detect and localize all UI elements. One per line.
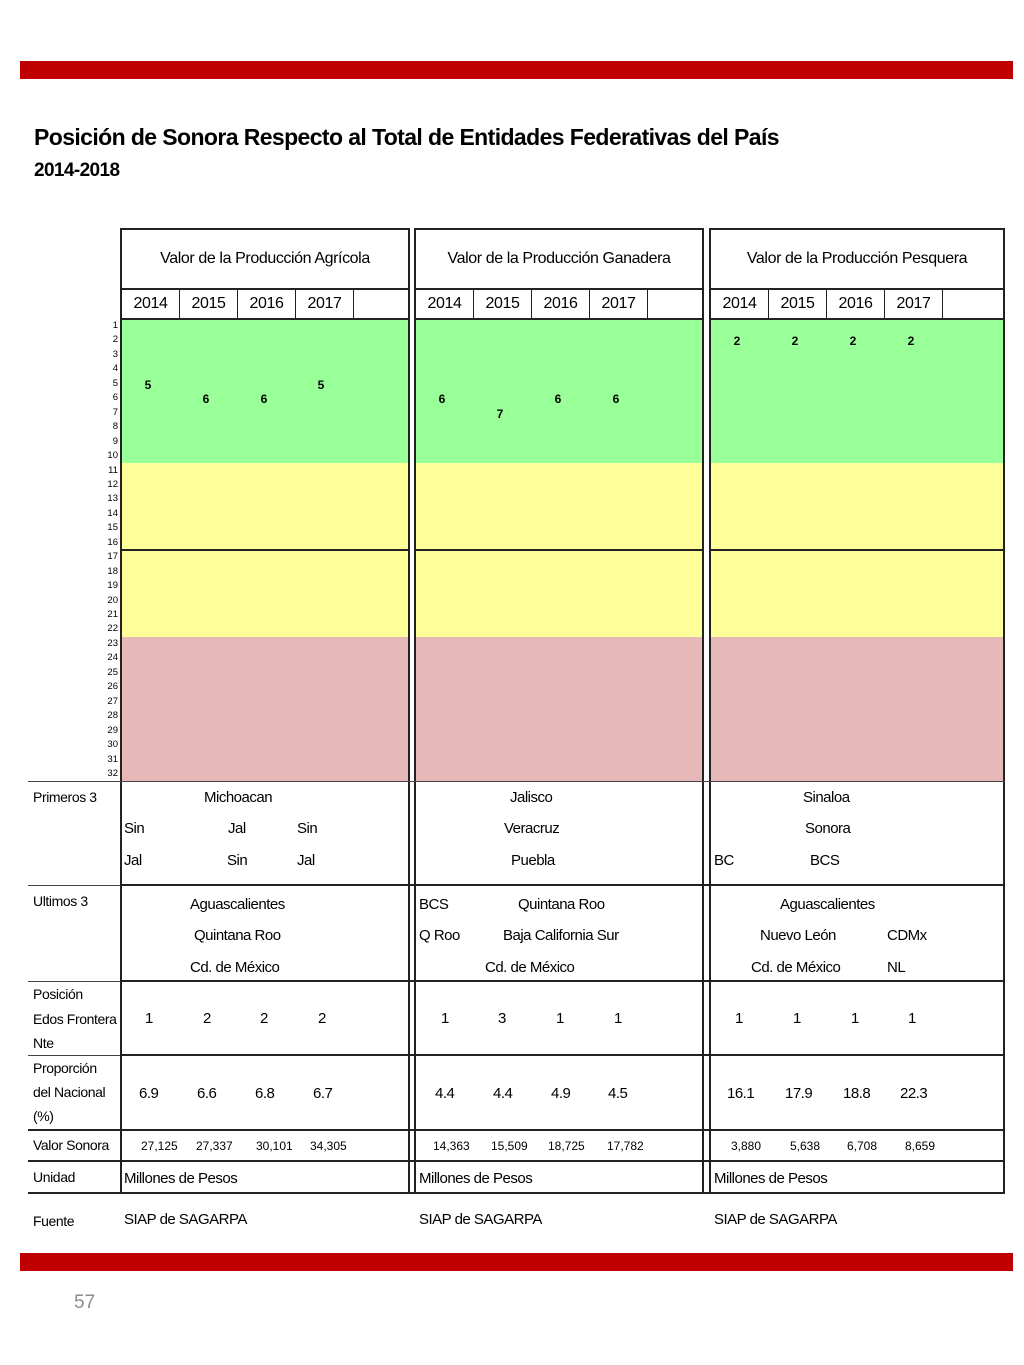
proporcion-gan-2016: 4.9	[551, 1085, 571, 1102]
primeros-agri-2b: Jal	[228, 820, 246, 837]
proporcion-agri-2017: 6.7	[313, 1085, 333, 1102]
panel-title-agricola: Valor de la Producción Agrícola	[160, 250, 370, 267]
proporcion-pes-2015: 17.9	[785, 1085, 813, 1102]
frontera-pes-2015: 1	[793, 1010, 801, 1027]
valor-pes-2016: 6,708	[847, 1139, 878, 1153]
unidad-gan: Millones de Pesos	[419, 1170, 533, 1187]
rank-tick: 10	[107, 450, 118, 462]
ultimos-pes-1: Aguascalientes	[780, 896, 875, 913]
rank-tick: 2	[112, 334, 118, 346]
rank-mark-pes: 2	[733, 334, 741, 349]
ultimos-gan-1a: BCS	[419, 896, 449, 913]
primeros-gan-2: Veracruz	[504, 820, 560, 837]
panel-title-pesquera: Valor de la Producción Pesquera	[746, 250, 968, 267]
fuente-pes: SIAP de SAGARPA	[714, 1211, 837, 1228]
rank-tick: 27	[107, 695, 118, 707]
ultimos-agri-1: Aguascalientes	[190, 896, 285, 913]
label-valor-sonora: Valor Sonora	[33, 1137, 109, 1153]
valor-pes-2014: 3,880	[731, 1139, 762, 1153]
frontera-gan-2016: 1	[556, 1010, 564, 1027]
fuente-agri: SIAP de SAGARPA	[124, 1211, 247, 1228]
ultimos-gan-1b: Quintana Roo	[518, 896, 605, 913]
year-label: 2017	[601, 295, 636, 312]
rank-tick: 20	[107, 594, 118, 606]
valor-pes-2017: 8,659	[905, 1139, 936, 1153]
rank-tick: 3	[112, 348, 118, 360]
label-proporcion: Proporción	[33, 1060, 97, 1076]
frontera-agri-2017: 2	[318, 1010, 326, 1027]
rank-tick: 31	[107, 753, 118, 765]
frontera-agri-2015: 2	[203, 1010, 211, 1027]
valor-agri-2017: 34,305	[310, 1139, 347, 1153]
valor-agri-2016: 30,101	[256, 1139, 293, 1153]
ultimos-gan-3: Cd. de México	[485, 959, 575, 976]
frontera-agri-2014: 1	[145, 1010, 153, 1027]
rank-mark-gan: 7	[496, 406, 504, 421]
proporcion-agri-2015: 6.6	[197, 1085, 217, 1102]
frontera-gan-2015: 3	[498, 1010, 506, 1027]
label-pct: (%)	[33, 1108, 54, 1124]
rank-mark-agri: 5	[144, 377, 152, 392]
frontera-gan-2017: 1	[614, 1010, 622, 1027]
rank-mark-pes: 2	[791, 334, 799, 349]
valor-agri-2014: 27,125	[141, 1139, 178, 1153]
primeros-agri-1: Michoacan	[204, 789, 273, 806]
label-edos-frontera: Edos Frontera	[33, 1011, 117, 1027]
unidad-agri: Millones de Pesos	[124, 1170, 238, 1187]
frontera-pes-2017: 1	[908, 1010, 916, 1027]
bottom-red-bar	[20, 1253, 1013, 1271]
rank-tick: 8	[112, 421, 118, 433]
rank-tick: 15	[107, 522, 118, 534]
primeros-pes-1: Sinaloa	[803, 789, 850, 806]
year-label: 2017	[307, 295, 342, 312]
fuente-gan: SIAP de SAGARPA	[419, 1211, 542, 1228]
rank-tick: 16	[107, 536, 118, 548]
primeros-agri-3a: Jal	[124, 852, 142, 869]
rank-mark-agri: 5	[317, 377, 325, 392]
year-label: 2014	[133, 295, 168, 312]
page-number: 57	[74, 1292, 96, 1313]
rank-tick: 12	[107, 478, 118, 490]
label-posicion: Posición	[33, 986, 83, 1002]
ultimos-pes-2a: Nuevo León	[760, 927, 836, 944]
rank-mark-pes: 2	[849, 334, 857, 349]
label-fuente: Fuente	[33, 1213, 75, 1229]
ultimos-gan-2a: Q Roo	[419, 927, 460, 944]
rank-tick: 24	[107, 652, 118, 664]
panel-title-ganadera: Valor de la Producción Ganadera	[447, 250, 671, 267]
frontera-pes-2014: 1	[735, 1010, 743, 1027]
rank-tick: 14	[107, 507, 118, 519]
proporcion-gan-2014: 4.4	[435, 1085, 455, 1102]
primeros-pes-2: Sonora	[805, 820, 851, 837]
ultimos-pes-3a: Cd. de México	[751, 959, 841, 976]
proporcion-agri-2016: 6.8	[255, 1085, 275, 1102]
rank-tick: 26	[107, 681, 118, 693]
rank-tick: 18	[107, 565, 118, 577]
rank-tick: 11	[108, 464, 118, 476]
year-label: 2015	[780, 295, 815, 312]
rank-mark-gan: 6	[554, 392, 562, 407]
rank-tick: 7	[112, 406, 118, 418]
rank-mark-agri: 6	[260, 392, 268, 407]
label-ultimos: Ultimos 3	[33, 893, 88, 909]
label-nte: Nte	[33, 1035, 54, 1051]
valor-gan-2017: 17,782	[607, 1139, 644, 1153]
rank-tick: 9	[112, 435, 118, 447]
primeros-gan-3: Puebla	[511, 852, 555, 869]
year-label: 2015	[485, 295, 520, 312]
rank-tick: 23	[107, 637, 118, 649]
valor-gan-2014: 14,363	[433, 1139, 470, 1153]
rank-tick: 19	[107, 580, 118, 592]
rank-mark-gan: 6	[438, 392, 446, 407]
primeros-agri-2c: Sin	[297, 820, 318, 837]
primeros-pes-3b: BCS	[810, 852, 840, 869]
label-del-nacional: del Nacional	[33, 1084, 106, 1100]
rank-tick: 13	[107, 493, 118, 505]
proporcion-pes-2014: 16.1	[727, 1085, 755, 1102]
primeros-gan-1: Jalisco	[510, 789, 553, 806]
frontera-gan-2014: 1	[441, 1010, 449, 1027]
primeros-agri-2a: Sin	[124, 820, 145, 837]
proporcion-gan-2017: 4.5	[608, 1085, 628, 1102]
valor-gan-2016: 18,725	[548, 1139, 585, 1153]
rank-tick: 4	[112, 363, 118, 375]
proporcion-pes-2016: 18.8	[843, 1085, 871, 1102]
year-label: 2016	[249, 295, 284, 312]
year-label: 2014	[722, 295, 757, 312]
year-label: 2016	[543, 295, 578, 312]
year-label: 2015	[191, 295, 226, 312]
frontera-pes-2016: 1	[851, 1010, 859, 1027]
rank-tick: 21	[107, 609, 118, 620]
proporcion-agri-2014: 6.9	[139, 1085, 159, 1102]
rank-mark-gan: 6	[612, 392, 620, 407]
rank-mark-agri: 6	[202, 392, 210, 407]
label-primeros: Primeros 3	[33, 789, 97, 805]
valor-pes-2015: 5,638	[790, 1139, 821, 1153]
frontera-agri-2016: 2	[260, 1010, 268, 1027]
year-label: 2014	[427, 295, 462, 312]
ultimos-agri-2: Quintana Roo	[194, 927, 281, 944]
label-unidad: Unidad	[33, 1169, 75, 1185]
year-label: 2016	[838, 295, 873, 312]
page-title: Posición de Sonora Respecto al Total de Entidades Federativas del País	[34, 124, 779, 150]
valor-gan-2015: 15,509	[491, 1139, 528, 1153]
year-label: 2017	[896, 295, 931, 312]
ultimos-pes-2b: CDMx	[887, 927, 927, 944]
rank-tick: 29	[107, 724, 118, 736]
unidad-pes: Millones de Pesos	[714, 1170, 828, 1187]
primeros-agri-3b: Sin	[227, 852, 248, 869]
page-subtitle: 2014-2018	[34, 160, 120, 181]
rank-tick: 30	[107, 739, 118, 751]
primeros-pes-3a: BC	[714, 852, 734, 869]
rank-tick: 1	[112, 320, 118, 331]
rank-tick: 17	[107, 551, 118, 563]
rank-tick: 32	[107, 767, 118, 779]
rank-tick: 22	[107, 623, 118, 635]
valor-agri-2015: 27,337	[196, 1139, 233, 1153]
rank-tick: 28	[107, 710, 118, 722]
rank-tick: 6	[112, 392, 118, 404]
rank-mark-pes: 2	[907, 334, 915, 349]
proporcion-pes-2017: 22.3	[900, 1085, 928, 1102]
proporcion-gan-2015: 4.4	[493, 1085, 513, 1102]
ultimos-pes-3b: NL	[887, 959, 906, 976]
rank-tick: 25	[107, 666, 118, 678]
primeros-agri-3c: Jal	[297, 852, 315, 869]
ultimos-agri-3: Cd. de México	[190, 959, 280, 976]
rank-tick: 5	[112, 377, 118, 389]
ultimos-gan-2b: Baja California Sur	[503, 927, 619, 944]
